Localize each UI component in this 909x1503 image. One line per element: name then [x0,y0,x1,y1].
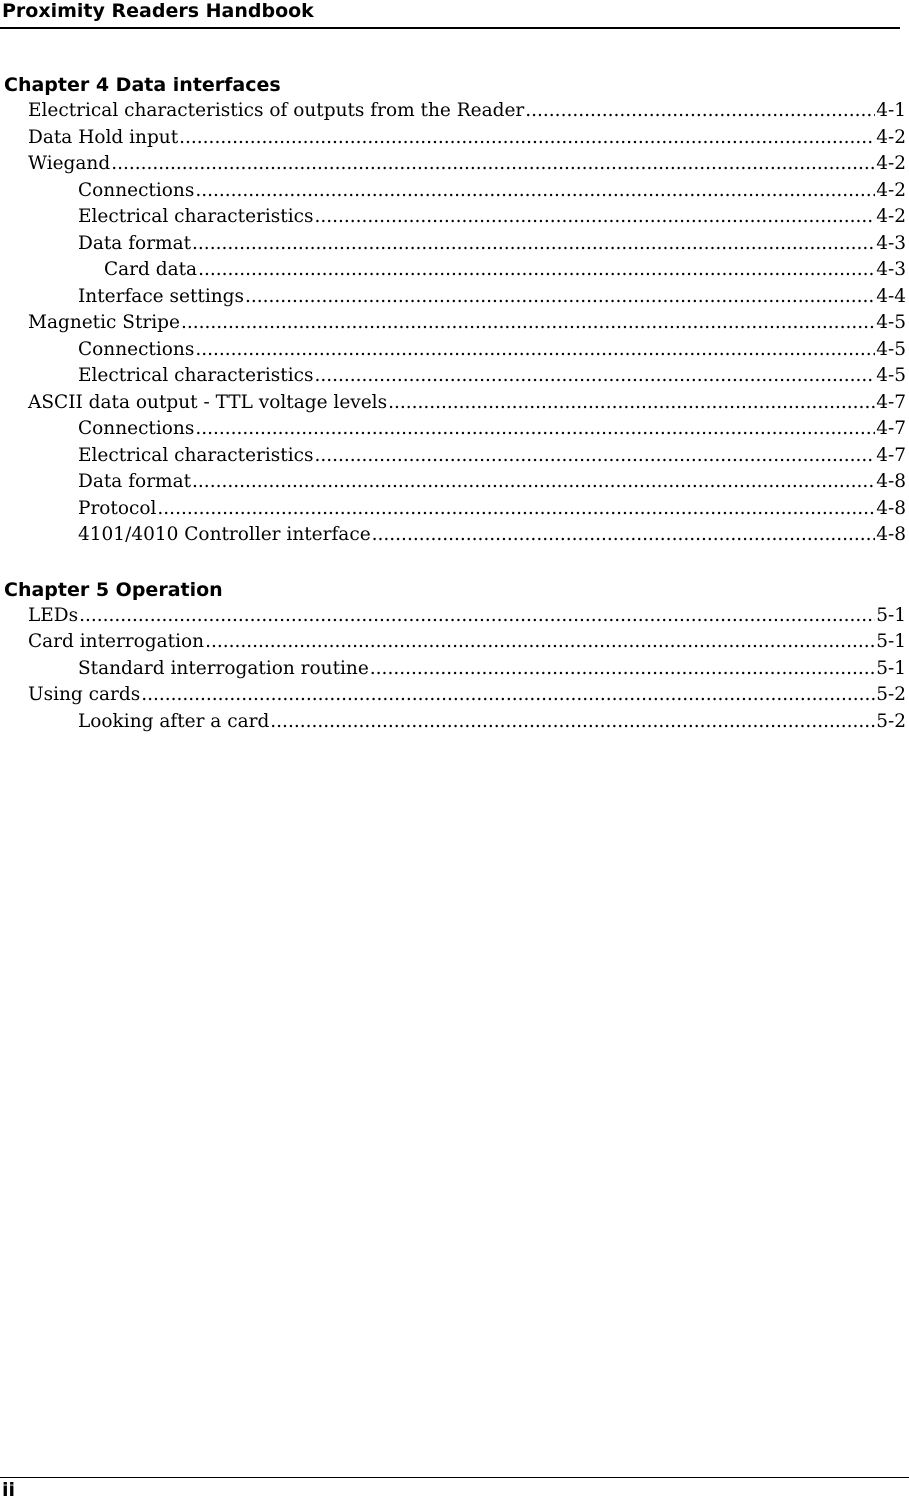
toc-entry[interactable] [0,125,906,152]
toc-entry-page: 4-5 [876,338,906,360]
table-of-contents [0,72,906,735]
toc-entry[interactable] [0,363,906,390]
toc-entry-title: ASCII data output - TTL voltage levels [28,391,388,413]
toc-entry-page: 5-1 [876,657,906,679]
toc-entry-page: 5-1 [876,631,906,652]
toc-entry[interactable] [0,522,906,549]
toc-entry[interactable] [0,231,906,258]
page-footer [0,1477,909,1503]
toc-entry-page: 4-4 [876,285,906,307]
dot-leader [370,656,875,683]
toc-entry-title: Magnetic Stripe [28,312,180,333]
toc-entry-title: LEDs [28,604,79,626]
toc-entry-page: 4-5 [876,365,906,386]
toc-entry-title: Connections [78,338,195,360]
document-title: Proximity Readers Handbook [2,0,314,22]
toc-entry-page: 4-2 [876,153,906,174]
dot-leader [79,603,875,630]
toc-entry-page: 4-2 [876,126,906,148]
toc-entry[interactable] [0,496,906,523]
toc-entry[interactable] [0,98,906,125]
toc-entry-page: 4-7 [876,391,906,413]
toc-entry-title: Interface settings [78,285,244,307]
dot-leader [192,231,875,258]
dot-leader [205,629,875,656]
toc-entry[interactable] [0,682,906,709]
toc-entry-page: 4-2 [876,206,906,227]
dot-leader [181,310,875,337]
chapter-spacer [0,549,906,577]
dot-leader [195,416,875,443]
dot-leader [157,496,875,523]
toc-entry[interactable] [0,390,906,417]
dot-leader [315,204,876,231]
dot-leader [192,469,875,496]
toc-entry-page: 4-2 [876,179,906,201]
chapter-heading: Chapter 5 Operation [4,578,223,601]
toc-entry-page: 4-5 [876,312,906,333]
toc-entry-title: Electrical characteristics of outputs from the Reader [28,100,525,121]
dot-leader [195,337,875,364]
toc-entry-title: Using cards [28,684,141,705]
toc-entry-page: 4-3 [876,259,906,280]
toc-entry-title: Data format [78,471,192,492]
toc-entry-page: 4-7 [876,444,906,466]
page-number: ii [2,1479,16,1501]
toc-entry-title: Standard interrogation routine [78,657,369,679]
toc-entry[interactable] [0,310,906,337]
toc-entry-page: 4-8 [876,471,906,492]
toc-entry-page: 4-8 [876,497,906,519]
dot-leader [195,178,875,205]
toc-entry-page: 4-3 [876,232,906,254]
toc-entry[interactable] [0,469,906,496]
dot-leader [315,363,876,390]
toc-entry-title: 4101/4010 Controller interface [78,524,371,545]
toc-entry-page: 4-8 [876,524,906,545]
toc-entry[interactable] [0,284,906,311]
toc-entry-page: 5-2 [876,684,906,705]
toc-entry-title: Connections [78,179,195,201]
dot-leader [179,125,875,152]
toc-entry-title: Card interrogation [28,631,205,652]
toc-entry-title: Electrical characteristics [78,365,314,386]
toc-entry[interactable] [0,443,906,470]
dot-leader [315,443,876,470]
toc-entry[interactable] [0,603,906,630]
toc-entry-title: Electrical characteristics [78,444,314,466]
toc-entry[interactable] [0,416,906,443]
page-header [0,0,900,29]
toc-entry[interactable] [0,629,906,656]
toc-entry-page: 4-1 [876,100,906,121]
toc-entry[interactable] [0,204,906,231]
dot-leader [245,284,875,311]
toc-entry-title: Connections [78,418,195,439]
dot-leader [525,98,875,125]
toc-entry[interactable] [0,257,906,284]
toc-entry-title: Wiegand [28,153,111,174]
dot-leader [388,390,875,417]
dot-leader [111,151,875,178]
dot-leader [270,709,875,736]
toc-entry-title: Card data [104,259,198,280]
toc-entry-title: Data Hold input [28,126,179,148]
toc-entry-title: Electrical characteristics [78,206,314,227]
toc-entry[interactable] [0,656,906,683]
toc-entry-title: Protocol [78,497,157,519]
toc-entry[interactable] [0,337,906,364]
dot-leader [141,682,875,709]
toc-entry-title: Data format [78,232,192,254]
dot-leader [372,522,876,549]
toc-entry[interactable] [0,151,906,178]
toc-entry-page: 5-1 [876,604,906,626]
toc-entry-page: 4-7 [876,418,906,439]
toc-entry[interactable] [0,178,906,205]
chapter-heading: Chapter 4 Data interfaces [4,74,281,96]
toc-entry-page: 5-2 [876,710,906,732]
toc-entry[interactable] [0,709,906,736]
dot-leader [198,257,875,284]
toc-entry-title: Looking after a card [78,710,270,732]
